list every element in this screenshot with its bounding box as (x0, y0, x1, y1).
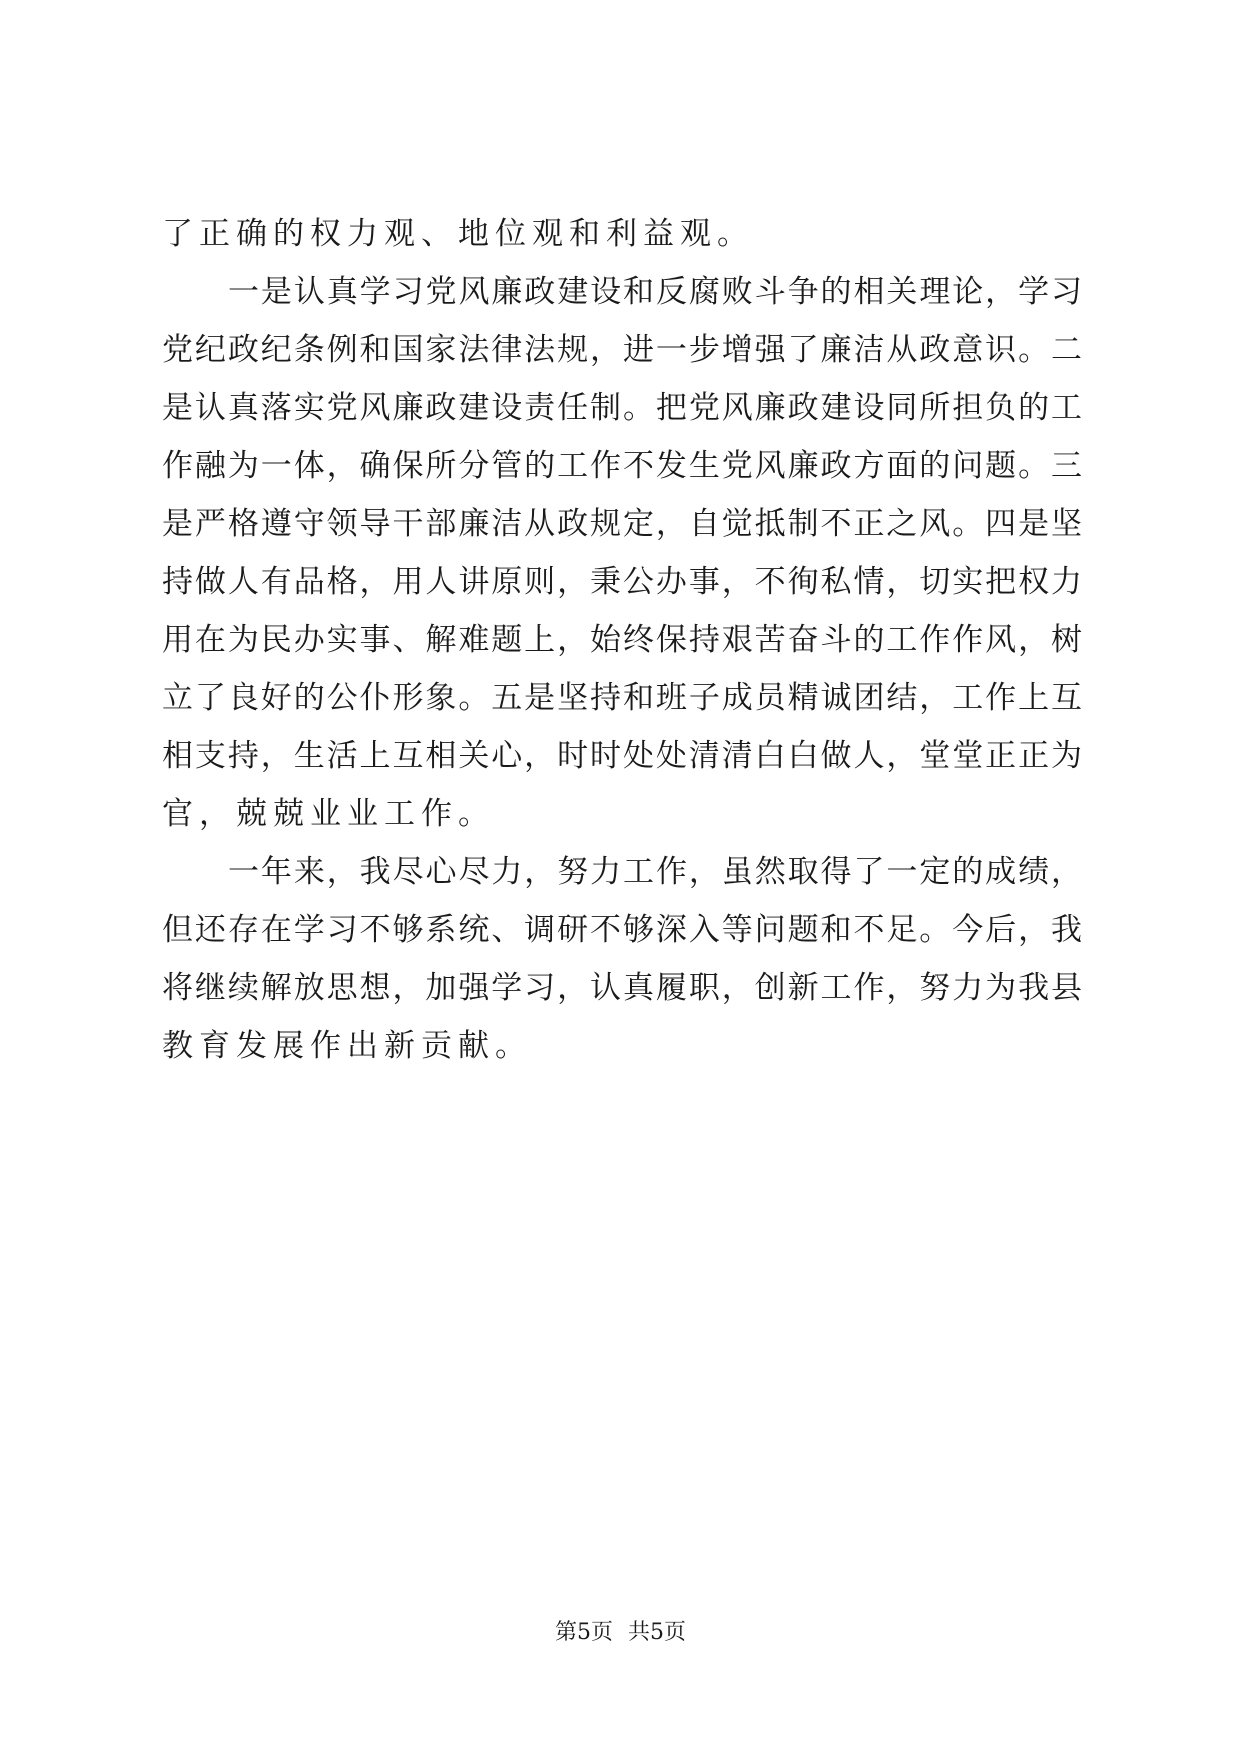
text-line: 但还存在学习不够系统、调研不够深入等问题和不足。今后，我 (162, 912, 1082, 948)
text-line: 用在为民办实事、解难题上，始终保持艰苦奋斗的工作作风，树 (162, 622, 1082, 658)
text-line: 一年来，我尽心尽力，努力工作，虽然取得了一定的成绩， (228, 854, 1082, 890)
text-line: 作融为一体，确保所分管的工作不发生党风廉政方面的问题。三 (162, 448, 1082, 484)
text-line: 一是认真学习党风廉政建设和反腐败斗争的相关理论，学习 (228, 274, 1082, 310)
page-total: 共5页 (628, 1620, 686, 1645)
text-line: 官，兢兢业业工作。 (162, 796, 495, 832)
page-number: 第5页 (555, 1620, 613, 1645)
text-line: 将继续解放思想，加强学习，认真履职，创新工作，努力为我县 (162, 970, 1082, 1006)
text-line: 立了良好的公仆形象。五是坚持和班子成员精诚团结，工作上互 (162, 680, 1082, 716)
document-body (162, 205, 1082, 1075)
page-footer (0, 1618, 1241, 1648)
text-line: 教育发展作出新贡献。 (162, 1028, 532, 1064)
text-line: 了正确的权力观、地位观和利益观。 (162, 216, 754, 252)
text-line: 相支持，生活上互相关心，时时处处清清白白做人，堂堂正正为 (162, 738, 1082, 774)
text-line: 是严格遵守领导干部廉洁从政规定，自觉抵制不正之风。四是坚 (162, 506, 1082, 542)
text-line: 党纪政纪条例和国家法律法规，进一步增强了廉洁从政意识。二 (162, 332, 1082, 368)
text-line: 持做人有品格，用人讲原则，秉公办事，不徇私情，切实把权力 (162, 564, 1082, 600)
text-line: 是认真落实党风廉政建设责任制。把党风廉政建设同所担负的工 (162, 390, 1082, 426)
